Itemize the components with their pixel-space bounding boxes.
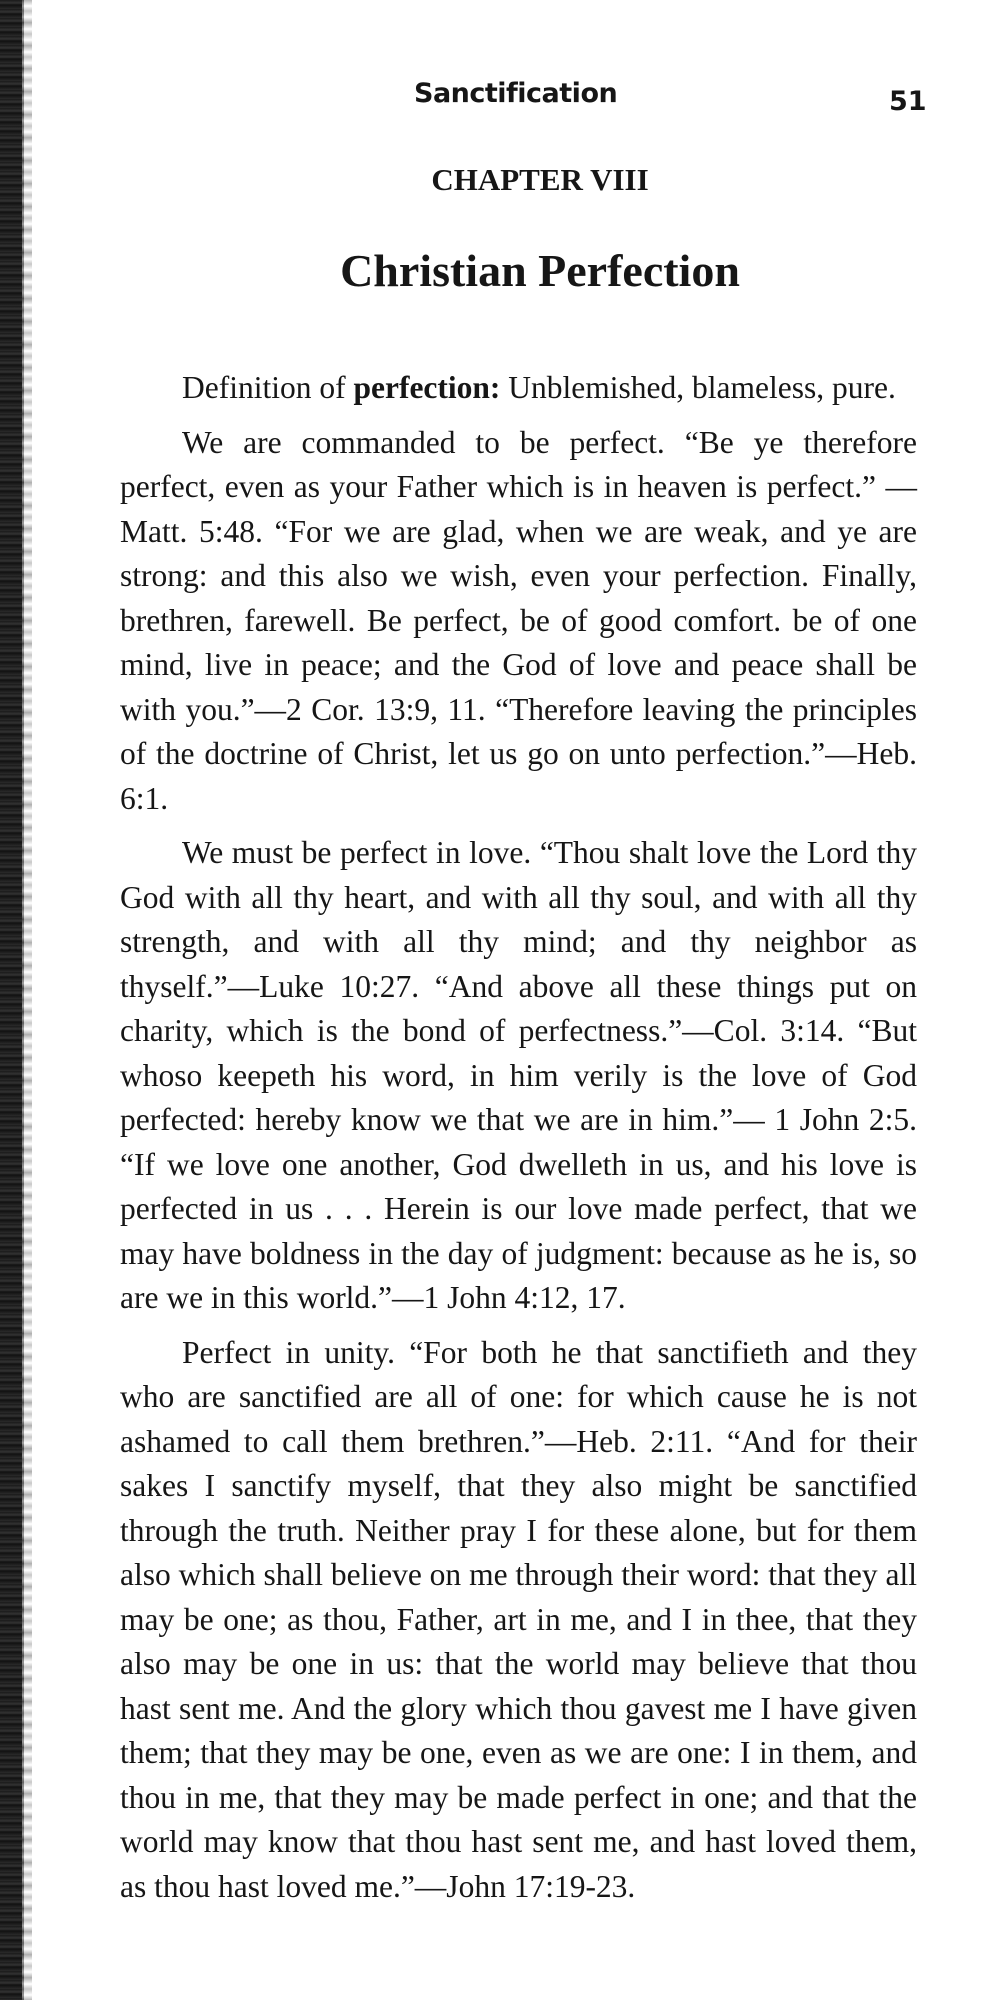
definition-term: perfection: xyxy=(353,370,501,405)
page-number: 51 xyxy=(889,86,927,117)
running-head: Sanctification xyxy=(414,78,618,109)
paragraph-unity: Perfect in unity. “For both he that sanctifieth and they who are sanctified are all of one: for which cause he is not ashamed to call them brethren.”—Heb. 2:11. “And for their sakes I sanctify myself, that they also might be sanctified through the truth. Neither pray I for these alone, but for them also which shall believe on me through their word: that they all may be one; as thou, Father, art in me, and I in thee, that they also may be one in us: that the world may believe that thou hast sent me. And the glory which thou gavest me I have given them; that they may be one, even as we are one: I in them, and thou in me, that they may be made perfect in one; and that the world may know that thou hast sent me, and hast loved them, as thou hast loved me.”—John 17:19-23. xyxy=(120,1334,917,1904)
body-text xyxy=(120,366,917,1919)
definition-lead: Definition of xyxy=(182,370,354,405)
paragraph-definition xyxy=(120,366,917,411)
paragraph-love: We must be perfect in love. “Thou shalt love the Lord thy God with all thy heart, and with all thy soul, and with all thy strength, and with all thy mind; and thy neighbor as thyself.”—Luke 10:27. “And above all these things put on charity, which is the bond of perfectness.”—Col. 3:14. “But whoso keepeth his word, in him verily is the love of God perfected: hereby know we that we are in him.”— 1 John 2:5. “If we love one another, God dwelleth in us, and his love is perfected in us . . . Herein is our love made perfect, that we may have boldness in the day of judgment: because as he is, so are we in this world.”—1 John 4:12, 17. xyxy=(120,835,917,1315)
page-binding-shadow xyxy=(22,0,32,2000)
chapter-label: CHAPTER VIII xyxy=(431,162,649,197)
page-binding-edge xyxy=(0,0,24,2000)
paragraph-commanded: We are commanded to be perfect. “Be ye therefore perfect, even as your Father which is in heaven is perfect.” —Matt. 5:48. “For we are glad, when we are weak, and ye are strong: and this also we wish, even your perfection. Finally, brethren, farewell. Be perfect, be of good comfort. be of one mind, live in peace; and the God of love and peace shall be with you.”—2 Cor. 13:9, 11. “Therefore leaving the principles of the doctrine of Christ, let us go on unto perfection.”—Heb. 6:1. xyxy=(120,424,917,816)
chapter-title: Christian Perfection xyxy=(340,245,740,296)
definition-text: Unblemished, blameless, pure. xyxy=(500,370,896,405)
